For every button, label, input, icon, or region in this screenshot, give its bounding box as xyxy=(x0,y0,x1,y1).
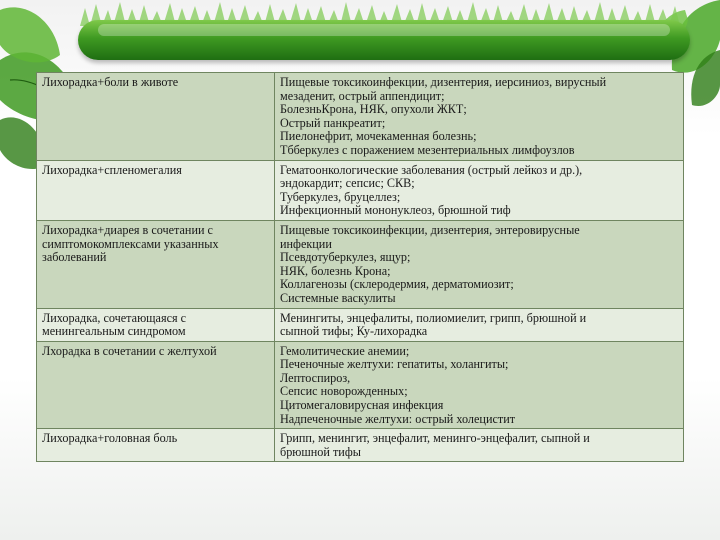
banner-highlight xyxy=(98,24,670,36)
condition-cell: Лихорадка+боли в животе xyxy=(37,73,275,161)
cause-line: Коллагенозы (склеродермия, дерматомиозит; xyxy=(280,277,514,292)
causes-cell xyxy=(275,73,684,161)
condition-cell: Лихорадка+головная боль xyxy=(37,429,275,462)
causes-cell xyxy=(275,341,684,429)
condition-cell: Лихорадка, сочетающаяся с менингеальным синдромом xyxy=(37,308,275,341)
condition-cell: Лихорадка+спленомегалия xyxy=(37,160,275,220)
cause-line: Инфекционный мононуклеоз, брюшной тиф xyxy=(280,203,511,218)
cause-line: Менингиты, энцефалиты, полиомиелит, грипп, брюшной и xyxy=(280,310,587,325)
causes-cell xyxy=(275,220,684,308)
cause-line: эндокардит; сепсис; СКВ; xyxy=(280,176,415,191)
title-banner xyxy=(78,20,690,60)
condition-cell: Лихорадка+диарея в сочетании с симптомокомплексами указанных заболеваний xyxy=(37,220,275,308)
cause-line: Надпеченочные желтухи: острый холецистит xyxy=(280,411,516,426)
table-row xyxy=(37,308,684,341)
condition-cell: Лхорадка в сочетании с желтухой xyxy=(37,341,275,429)
cause-line: сыпной тифы; Ку-лихорадка xyxy=(280,324,428,339)
cause-line: инфекции xyxy=(280,236,332,251)
cause-line: Пищевые токсикоинфекции, дизентерия, энтеровирусные xyxy=(280,222,580,237)
table-row xyxy=(37,341,684,429)
cause-line: Гемолитические анемии; xyxy=(280,343,410,358)
cause-line: Пиелонефрит, мочекаменная болезнь; xyxy=(280,129,477,144)
cause-line: Сепсис новорожденных; xyxy=(280,384,408,399)
cause-line: Печеночные желтухи: гепатиты, холангиты; xyxy=(280,357,509,372)
cause-line: Лептоспироз, xyxy=(280,370,351,385)
cause-line: Псевдотуберкулез, ящур; xyxy=(280,250,411,265)
table-row xyxy=(37,73,684,161)
cause-line: брюшной тифы xyxy=(280,444,361,459)
causes-cell xyxy=(275,160,684,220)
table-row xyxy=(37,160,684,220)
table-row xyxy=(37,220,684,308)
cause-line: Острый панкреатит; xyxy=(280,115,386,130)
cause-line: Туберкулез, бруцеллез; xyxy=(280,189,401,204)
cause-line: Грипп, менингит, энцефалит, менинго-энцефалит, сыпной и xyxy=(280,431,590,446)
cause-line: Тбберкулез с поражением мезентериальных лимфоузлов xyxy=(280,142,575,157)
cause-line: БолезньКрона, НЯК, опухоли ЖКТ; xyxy=(280,102,467,117)
cause-line: Пищевые токсикоинфекции, дизентерия, иерсиниоз, вирусный xyxy=(280,75,607,89)
cause-line: Гематоонкологические заболевания (острый лейкоз и др.), xyxy=(280,162,583,177)
cause-line: Цитомегаловирусная инфекция xyxy=(280,398,444,413)
table-row xyxy=(37,429,684,462)
cause-line: Системные васкулиты xyxy=(280,290,396,305)
causes-cell xyxy=(275,308,684,341)
cause-line: НЯК, болезнь Крона; xyxy=(280,263,391,278)
cause-line: мезаденит, острый аппендицит; xyxy=(280,88,445,103)
fever-differential-table xyxy=(36,72,684,462)
causes-cell xyxy=(275,429,684,462)
